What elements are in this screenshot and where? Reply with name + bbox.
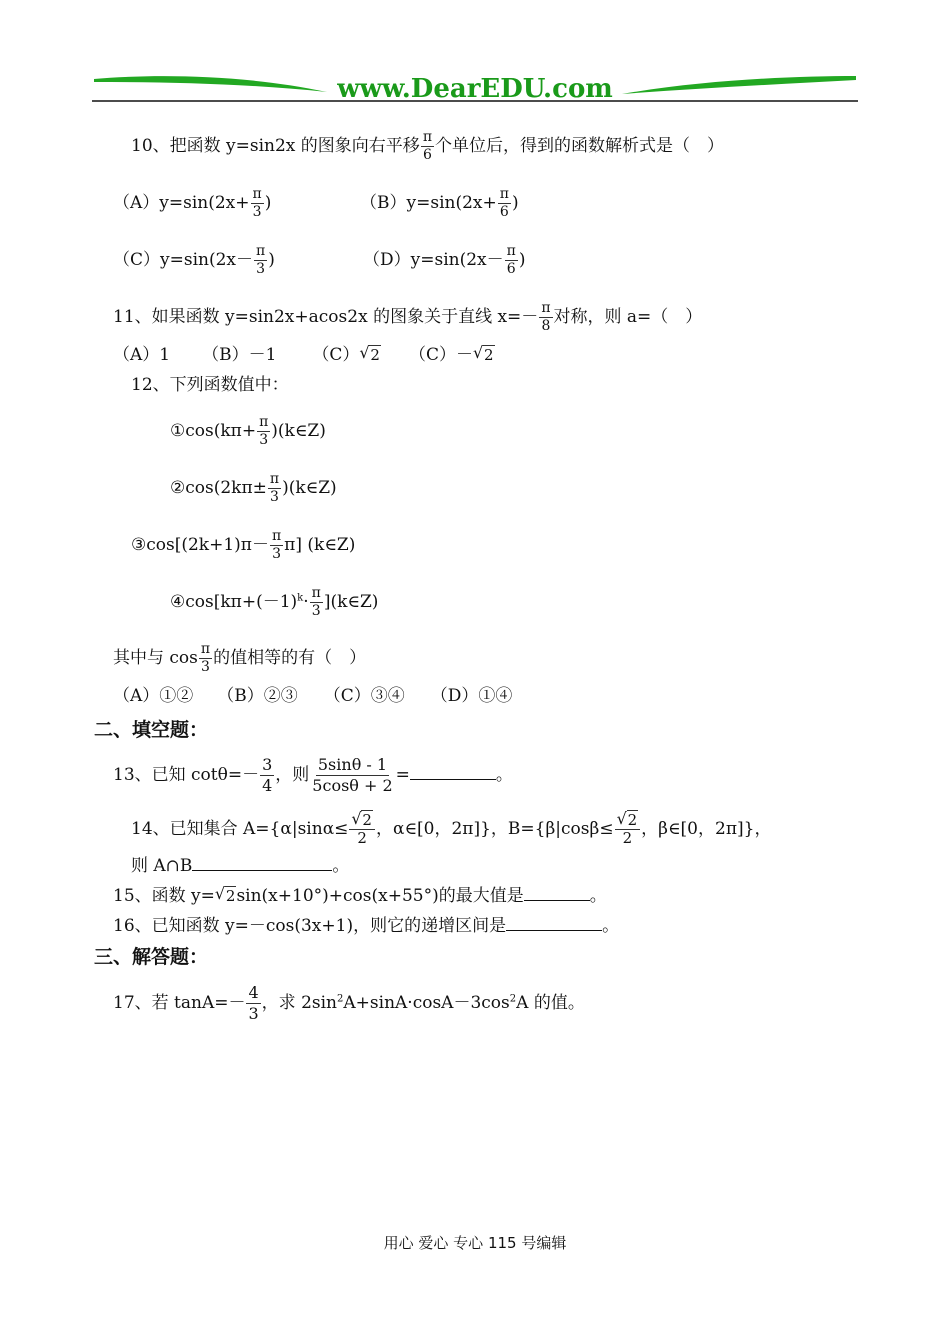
page-footer: 用心 爱心 专心 115 号编辑 xyxy=(383,1234,567,1252)
q12-item-3: ③cos[(2k+1)π－ $\frac{\pi}{3}$ π] (k∈Z) xyxy=(131,528,356,562)
q14-line-1: 14、已知集合 A={α|sinα≤ √ $\frac{2}{2}$ ，α∈[0，2π]}，B={β|cosβ≤ √ $\frac{2}{2}$ ，β∈[0，2π]}， xyxy=(131,812,771,847)
q17: 17、若 tanA=－ $\frac{4}{3}$ ，求 $2\sin^2A+\sin A\cdot\cos A-3\cos^2A$ 的值。 xyxy=(113,983,585,1023)
q15: 15、函数 y=√ 2sin(x+10°)+cos(x+55°)的最大值是 。 xyxy=(113,884,607,906)
answer-blank xyxy=(506,914,602,931)
q12-item-4: $④\cos[k\pi+(-1)^k\cdot$ $\frac{\pi}{3}$ ](k∈Z) xyxy=(170,585,379,619)
answer-blank xyxy=(410,763,496,780)
q10-option-b: （B）y=sin(2x+ $\frac{\pi}{6}$ ) xyxy=(360,186,519,220)
logo-text: www.DearEDU.com xyxy=(337,74,613,104)
q12-item-1: ①cos(kπ+ $\frac{\pi}{3}$ )(k∈Z) xyxy=(170,414,326,448)
answer-blank xyxy=(192,854,332,871)
q10-stem: 10、把函数 y=sin2x 的图象向右平移 $\frac{\pi}{6}$ 个单位后，得到的函数解析式是（ ） xyxy=(131,129,725,163)
q16: 16、已知函数 y=－cos(3x+1)，则它的递增区间是 。 xyxy=(113,916,620,936)
q14-line-2: 则 A∩B 。 xyxy=(131,856,350,876)
q11-options: （A）1 （B）－1 （C）√ 2 （C）－√ 2 xyxy=(113,345,495,365)
q10-option-d: （D）y=sin(2x－ $\frac{\pi}{6}$ ) xyxy=(363,243,526,277)
section-fill-in-heading: 二、填空题： xyxy=(94,719,209,741)
fraction: $\frac{\pi}{6}$ xyxy=(422,129,433,163)
q12-options: （A）①② （B）②③ （C）③④ （D）①④ xyxy=(113,686,513,706)
site-header-logo xyxy=(92,70,858,104)
q12-item-2: ②cos(2kπ± $\frac{\pi}{3}$ )(k∈Z) xyxy=(170,471,337,505)
q12-question: 其中与 cos $\frac{\pi}{3}$ 的值相等的有（ ） xyxy=(113,641,367,675)
q13: 13、已知 cotθ=－ $\frac{3}{4}$ ，则 $\frac{5\sin\theta - 1}{5\cos\theta + 2}$ = 。 xyxy=(113,755,513,795)
header-swoosh-graphic xyxy=(92,70,858,104)
q10-option-c: （C）y=sin(2x－ $\frac{\pi}{3}$ ) xyxy=(113,243,275,277)
section-solve-heading: 三、解答题： xyxy=(94,946,209,968)
q11-stem: 11、如果函数 y=sin2x+acos2x 的图象关于直线 x=－ $\frac{\pi}{8}$ 对称，则 a=（ ） xyxy=(113,300,703,334)
answer-blank xyxy=(524,884,590,901)
q12-stem: 12、下列函数值中： xyxy=(131,375,289,395)
q10-option-a: （A）y=sin(2x+ $\frac{\pi}{3}$ ) xyxy=(113,186,272,220)
